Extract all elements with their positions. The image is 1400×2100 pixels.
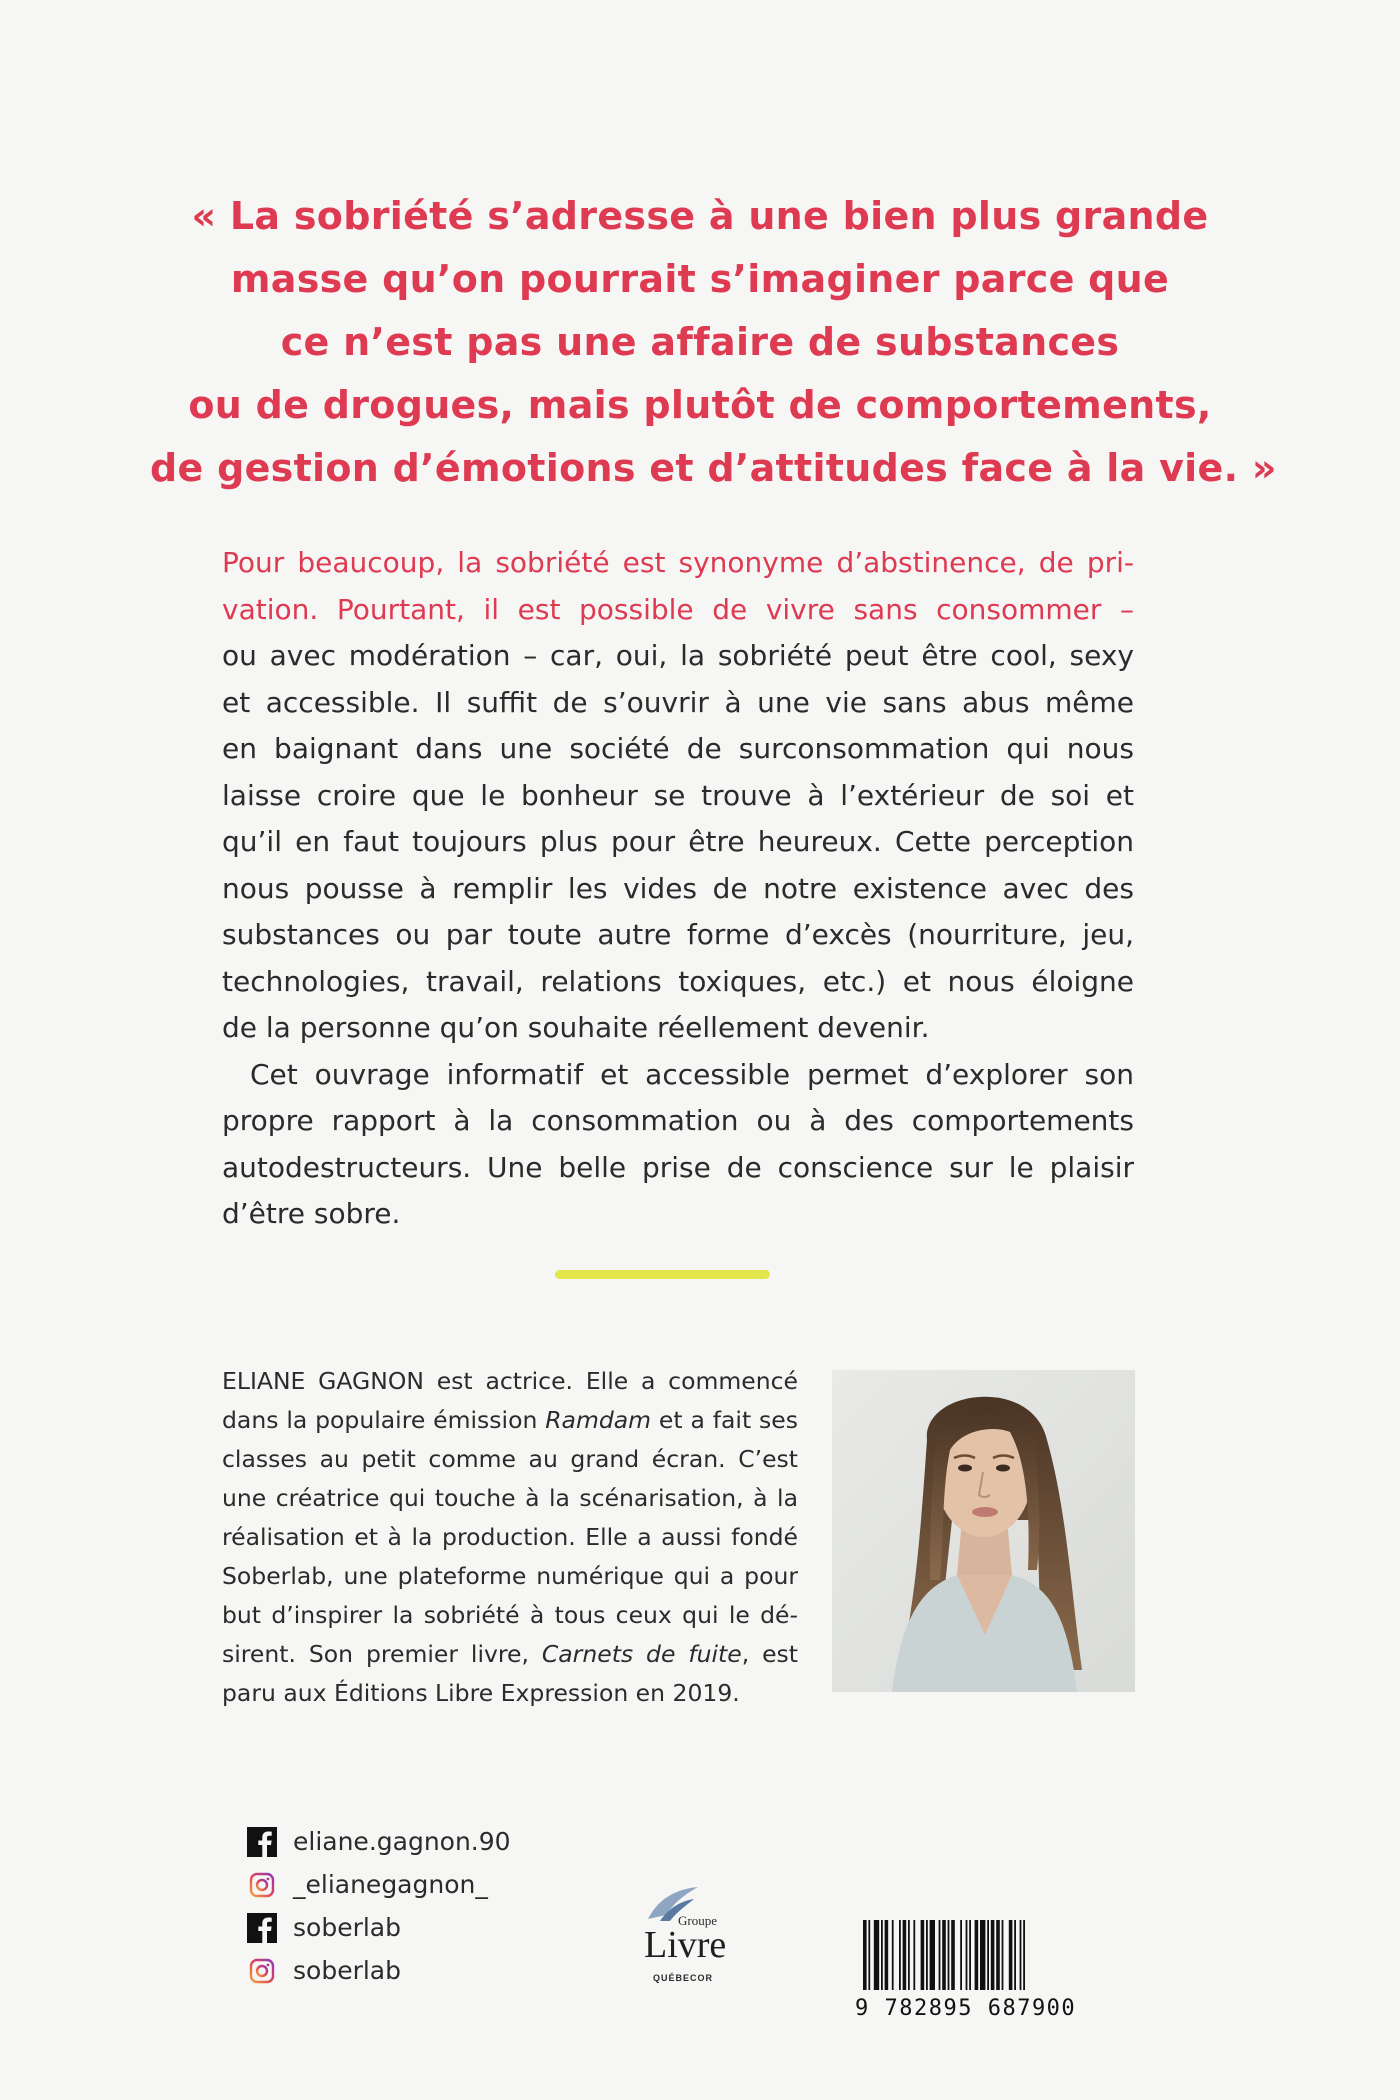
- quote-line: ce n’est pas une affaire de substances: [280, 320, 1120, 364]
- description-line: et accessible. Il suffit de s’ouvrir à une vie sans abus même: [222, 685, 1134, 719]
- barcode-bar: [1020, 1920, 1022, 1990]
- quote-line: masse qu’on pourrait s’imaginer parce que: [230, 257, 1170, 301]
- barcode-bar: [885, 1920, 889, 1990]
- bio-text: dans la populaire émission: [222, 1406, 546, 1434]
- author-name: ELIANE GAGNON: [222, 1367, 424, 1395]
- pull-quote: [150, 185, 1277, 500]
- yellow-divider: [555, 1270, 770, 1279]
- social-row[interactable]: [247, 1906, 547, 1949]
- publisher-logo: [620, 1885, 750, 1995]
- bio-line: [222, 1401, 798, 1440]
- bio-text: sirent. Son premier livre,: [222, 1640, 542, 1668]
- barcode-bar: [874, 1920, 879, 1990]
- barcode-bar: [1014, 1920, 1016, 1990]
- bio-line: but d’inspirer la sobriété à tous ceux qui le dé-: [222, 1601, 798, 1629]
- barcode-bar: [942, 1920, 946, 1990]
- barcode-bar: [996, 1920, 1000, 1990]
- barcode-bar: [966, 1920, 968, 1990]
- barcode-bar: [1009, 1920, 1013, 1990]
- barcode-bar: [913, 1920, 915, 1990]
- barcode-bar: [908, 1920, 910, 1990]
- author-photo: [832, 1370, 1135, 1692]
- description-line: substances ou par toute autre forme d’excès (nourriture, jeu,: [222, 918, 1134, 951]
- logo-livre: Livre: [644, 1924, 727, 1966]
- social-handle: soberlab: [293, 1913, 401, 1942]
- barcode-bar: [868, 1920, 870, 1990]
- barcode-bar: [930, 1920, 935, 1990]
- bio-line: [222, 1635, 798, 1674]
- barcode-bar: [903, 1920, 907, 1990]
- barcode-digits: 9 782895 687900: [855, 1996, 1077, 2021]
- barcode-bar: [991, 1920, 995, 1990]
- description-line: Cet ouvrage informatif et accessible permet d’explorer son: [250, 1057, 1134, 1091]
- barcode-bar: [899, 1920, 901, 1990]
- book-title: Carnets de fuite: [541, 1640, 742, 1668]
- instagram-icon: [247, 1956, 277, 1986]
- barcode-bar: [881, 1920, 883, 1990]
- description-line: qu’il en faut toujours plus pour être heureux. Cette perception: [222, 825, 1134, 858]
- description-line: autodestructeurs. Une belle prise de conscience sur le plaisir: [222, 1150, 1134, 1184]
- bio-text: est actrice. Elle a commencé: [423, 1367, 798, 1395]
- facebook-icon: [247, 1827, 277, 1857]
- bio-line: [222, 1362, 798, 1401]
- bio-line: classes au petit comme au grand écran. C’est: [222, 1445, 798, 1473]
- author-bio: [222, 1362, 798, 1713]
- bio-text: et a fait ses: [651, 1406, 798, 1434]
- description-line: d’être sobre.: [222, 1197, 401, 1230]
- bio-line: réalisation et à la production. Elle a aussi fondé: [222, 1523, 798, 1551]
- description-line: ou avec modération – car, oui, la sobriété peut être cool, sexy: [222, 639, 1134, 672]
- quote-line: ou de drogues, mais plutôt de comportements,: [188, 383, 1212, 427]
- quote-line: « La sobriété s’adresse à une bien plus grande: [191, 194, 1209, 238]
- instagram-icon: [247, 1870, 277, 1900]
- barcode-bar: [960, 1920, 962, 1990]
- quote-line: de gestion d’émotions et d’attitudes face à la vie. »: [150, 446, 1277, 490]
- description-line: laisse croire que le bonheur se trouve à l’extérieur de soi et: [222, 778, 1134, 812]
- social-handle: soberlab: [293, 1956, 401, 1985]
- isbn-barcode: [855, 1920, 1085, 2021]
- book-description: [222, 540, 1134, 1238]
- barcode-bar: [1023, 1920, 1025, 1990]
- description-line: Pour beaucoup, la sobriété est synonyme d’abstinence, de pri-: [222, 546, 1134, 579]
- logo-groupe: Groupe: [678, 1913, 717, 1928]
- logo-quebecor: QUÉBECOR: [653, 1973, 714, 1983]
- barcode-bar: [939, 1920, 941, 1990]
- description-line: propre rapport à la consommation ou à des comportements: [222, 1104, 1134, 1137]
- social-row[interactable]: [247, 1949, 547, 1992]
- description-line: vation. Pourtant, il est possible de vivre sans consommer –: [222, 592, 1134, 626]
- description-line: en baignant dans une société de surconsommation qui nous: [222, 732, 1134, 765]
- barcode-bar: [863, 1920, 867, 1990]
- description-line: technologies, travail, relations toxiques, etc.) et nous éloigne: [222, 964, 1134, 998]
- barcode-bar: [969, 1920, 971, 1990]
- barcode-bar: [921, 1920, 925, 1990]
- bio-line: une créatrice qui touche à la scénarisation, à la: [222, 1484, 798, 1512]
- barcode-bar: [975, 1920, 979, 1990]
- bio-text: , est: [741, 1640, 799, 1668]
- bio-line: Soberlab, une plateforme numérique qui a pour: [222, 1562, 798, 1590]
- barcode-bar: [951, 1920, 955, 1990]
- barcode-bar: [948, 1920, 950, 1990]
- description-line: nous pousse à remplir les vides de notre existence avec des: [222, 871, 1134, 905]
- social-handle: _elianegagnon_: [293, 1870, 488, 1899]
- barcode-bar: [1002, 1920, 1004, 1990]
- social-links: [247, 1820, 547, 1992]
- barcode-bars: [863, 1920, 1093, 1990]
- barcode-bar: [892, 1920, 894, 1990]
- barcode-bar: [980, 1920, 985, 1990]
- description-line: de la personne qu’on souhaite réellement devenir.: [222, 1011, 930, 1044]
- bio-line: paru aux Éditions Libre Expression en 2019.: [222, 1679, 740, 1707]
- barcode-bar: [987, 1920, 989, 1990]
- facebook-icon: [247, 1913, 277, 1943]
- social-handle: eliane.gagnon.90: [293, 1827, 511, 1856]
- show-title: Ramdam: [545, 1406, 652, 1434]
- social-row[interactable]: [247, 1863, 547, 1906]
- barcode-bar: [926, 1920, 928, 1990]
- social-row[interactable]: [247, 1820, 547, 1863]
